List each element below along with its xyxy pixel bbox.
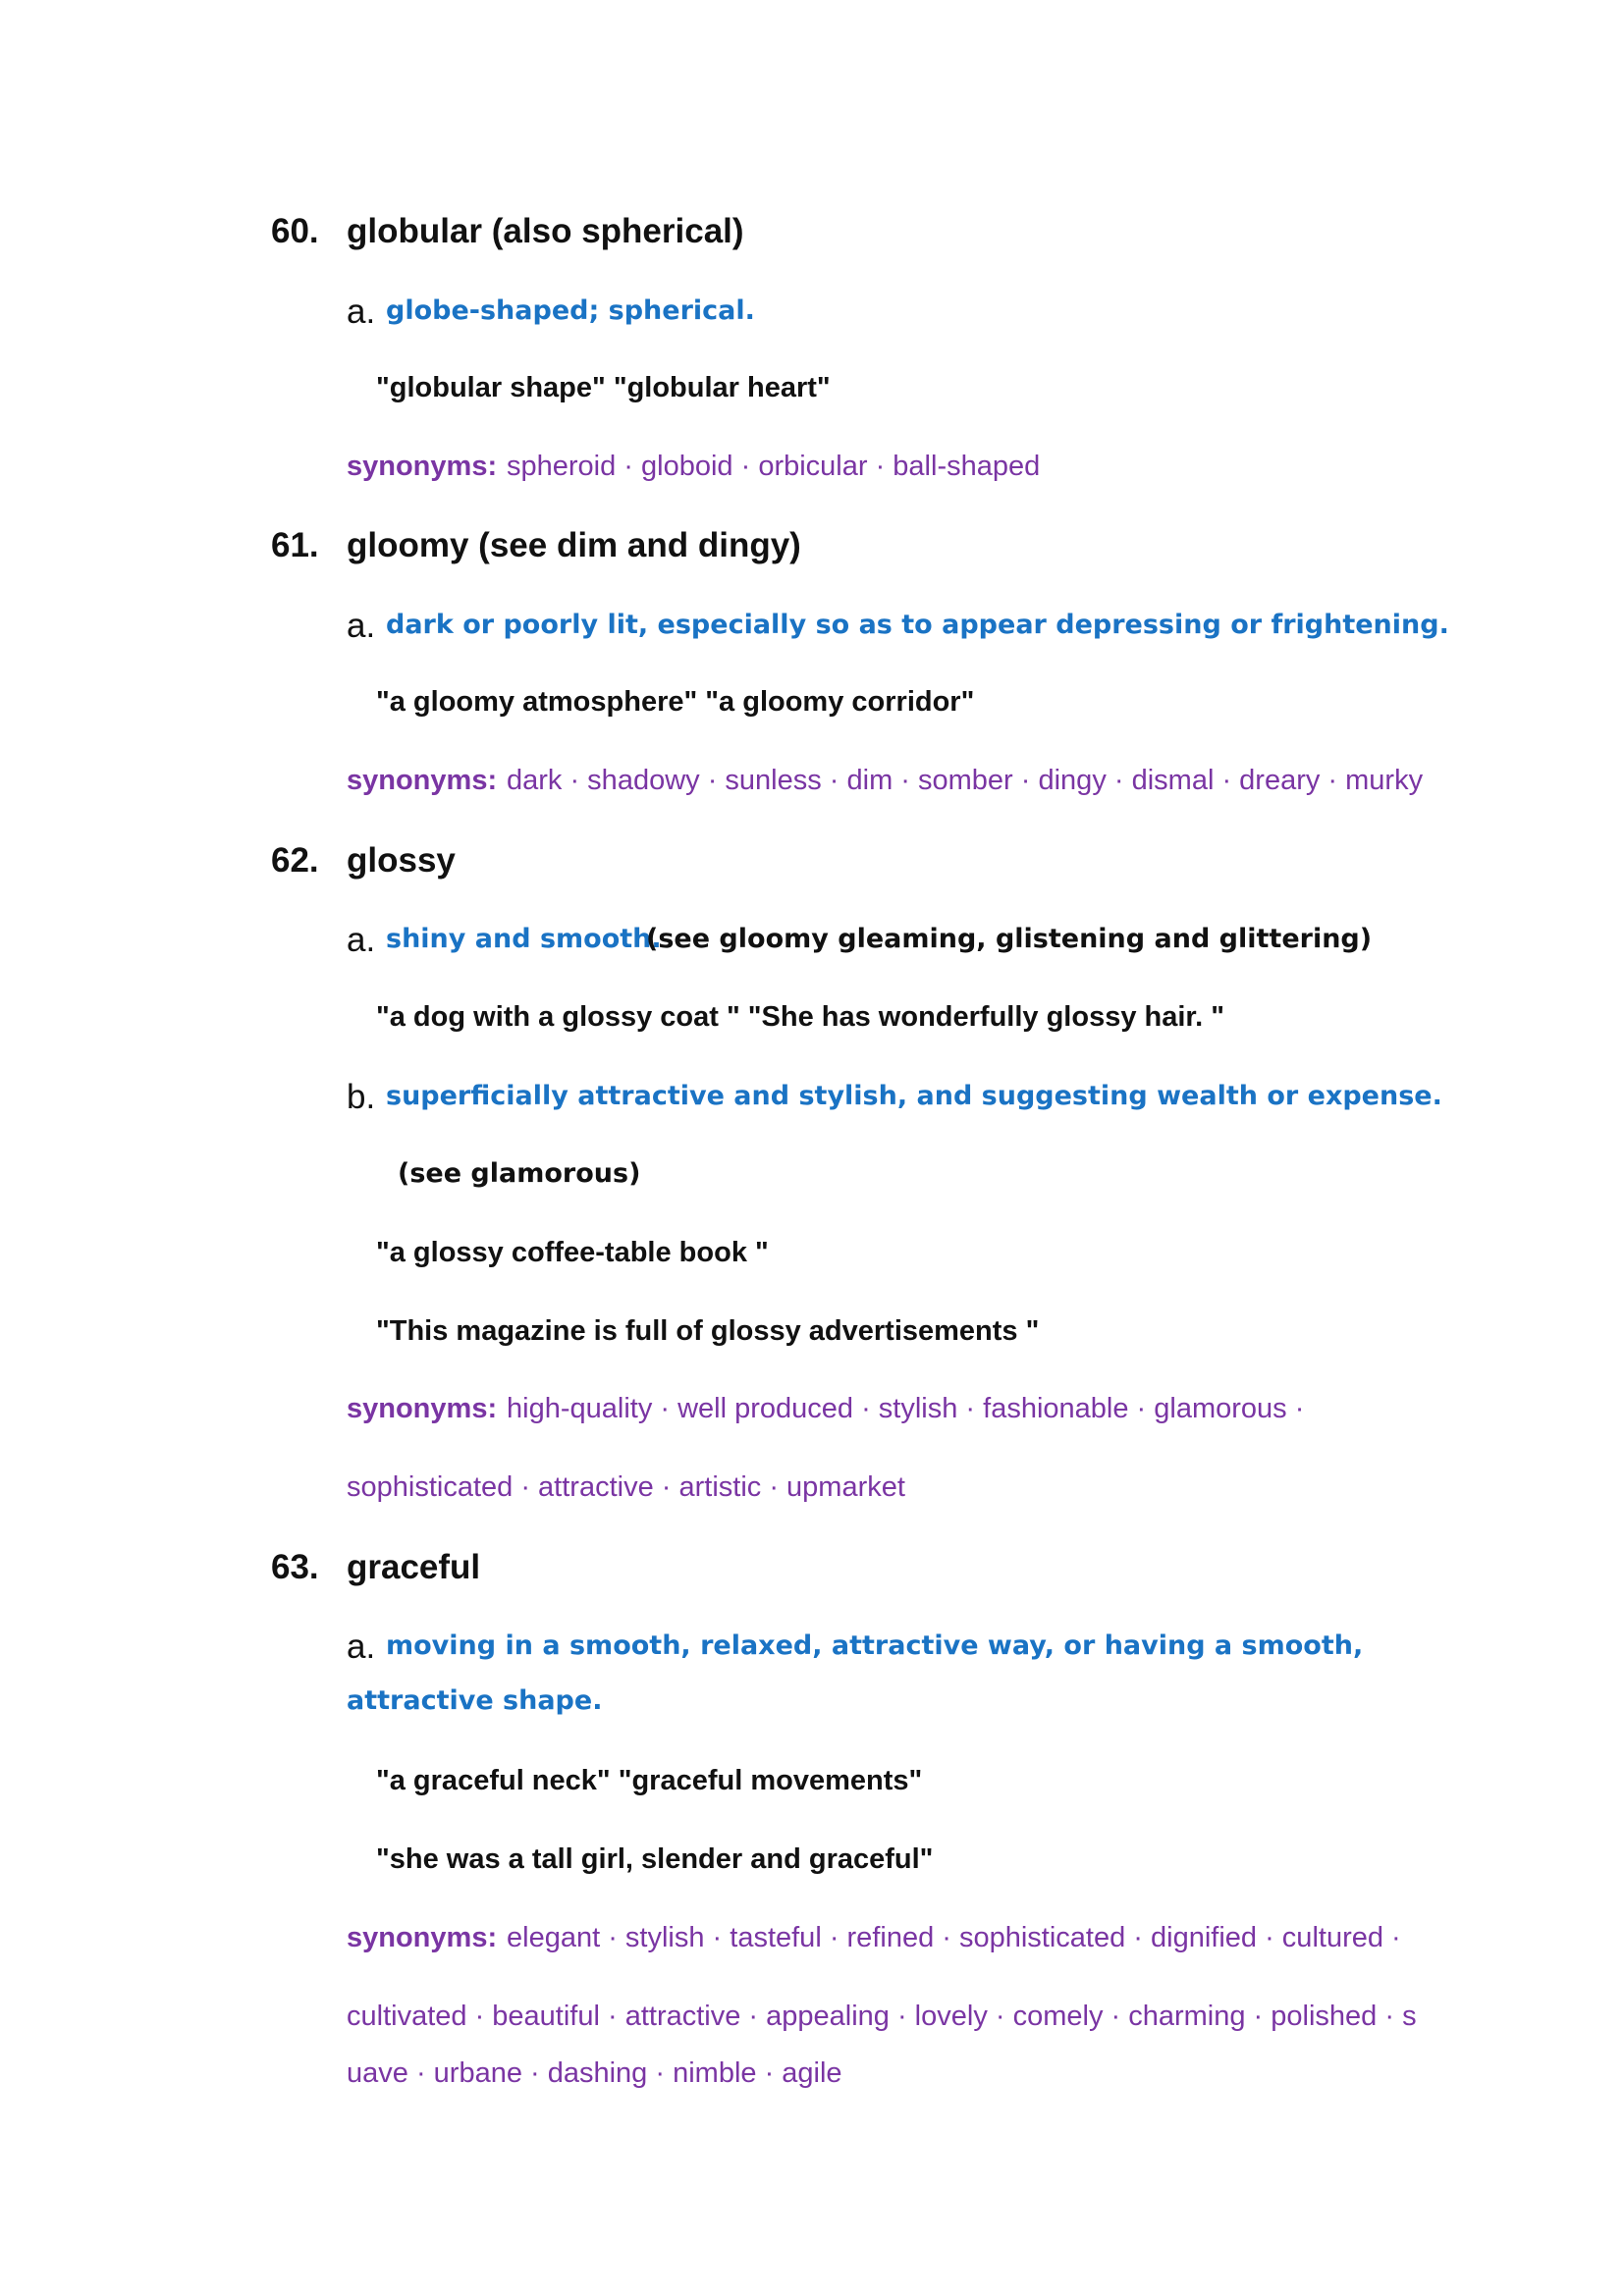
sense-definition: moving in a smooth, relaxed, attractive way, or having a smooth,	[386, 1630, 1364, 1661]
synonyms-line: cultivated · beautiful · attractive · appealing · lovely · comely · charming · polished · s	[347, 2001, 1417, 2032]
usage-example: "a glossy coffee-table book "	[376, 1237, 769, 1268]
sense-definition: dark or poorly lit, especially so as to appear depressing or frightening.	[386, 610, 1449, 640]
sense-note: (see glamorous)	[398, 1158, 641, 1189]
entry-headword: graceful	[347, 1548, 481, 1586]
synonyms-line: uave · urbane · dashing · nimble · agile	[347, 2057, 842, 2089]
synonyms-line: spheroid · globoid · orbicular · ball-shaped	[507, 451, 1041, 482]
sense-letter: a.	[347, 1628, 376, 1666]
sense-definition: shiny and smooth.	[386, 924, 662, 954]
sense-definition: attractive shape.	[347, 1685, 603, 1716]
entry-number: 63.	[271, 1548, 319, 1586]
usage-example: "This magazine is full of glossy advertisements "	[376, 1315, 1040, 1347]
entry-number: 61.	[271, 526, 319, 564]
entry-number: 62.	[271, 841, 319, 880]
sense-letter: a.	[347, 921, 376, 959]
entry-headword: gloomy (see dim and dingy)	[347, 526, 801, 564]
synonyms-line: dark · shadowy · sunless · dim · somber · dingy · dismal · dreary · murky	[507, 765, 1424, 796]
usage-example: "she was a tall girl, slender and graceful"	[376, 1843, 934, 1875]
synonyms-label: synonyms:	[347, 1393, 498, 1424]
synonyms-label: synonyms:	[347, 1922, 498, 1953]
entry-number: 60.	[271, 212, 319, 250]
synonyms-line: elegant · stylish · tasteful · refined · sophisticated · dignified · cultured ·	[507, 1922, 1401, 1953]
synonyms-label: synonyms:	[347, 765, 498, 796]
usage-example: "a graceful neck" "graceful movements"	[376, 1765, 923, 1796]
synonyms-label: synonyms:	[347, 451, 498, 482]
usage-example: "a dog with a glossy coat " "She has wonderfully glossy hair. "	[376, 1001, 1224, 1033]
sense-letter: a.	[347, 607, 376, 645]
sense-definition: globe-shaped; spherical.	[386, 295, 755, 326]
sense-letter: a.	[347, 293, 376, 331]
sense-letter: b.	[347, 1078, 376, 1116]
entry-headword: globular (also spherical)	[347, 212, 744, 250]
synonyms-line: high-quality · well produced · stylish · fashionable · glamorous ·	[507, 1393, 1305, 1424]
entry-headword: glossy	[347, 841, 456, 880]
sense-definition: superficially attractive and stylish, and suggesting wealth or expense.	[386, 1081, 1442, 1111]
usage-example: "a gloomy atmosphere" "a gloomy corridor"	[376, 686, 975, 718]
usage-example: "globular shape" "globular heart"	[376, 372, 831, 403]
sense-note: (see gloomy gleaming, glistening and glittering)	[646, 924, 1373, 954]
synonyms-line: sophisticated · attractive · artistic · upmarket	[347, 1471, 905, 1503]
